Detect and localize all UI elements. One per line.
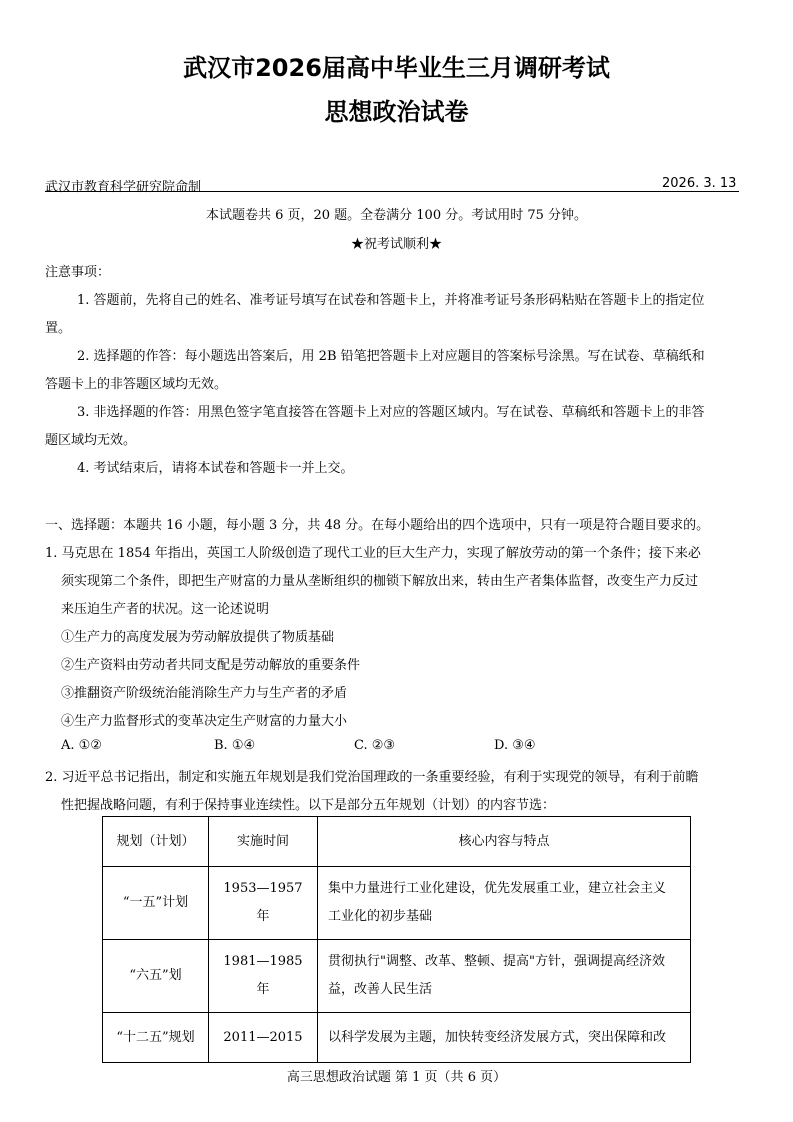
table-row bbox=[103, 940, 691, 1013]
good-luck-text: ★祝考试顺利★ bbox=[350, 237, 442, 252]
exam-summary: 本试题卷共 6 页，20 题。全卷满分 100 分。考试用时 75 分钟。 bbox=[205, 208, 588, 223]
plan-content-line: 贯彻执行"调整、改革、整顿、提高"方针，强调提高经济效 bbox=[328, 954, 665, 969]
five-year-plan-table bbox=[102, 816, 691, 1063]
plan-content-cell bbox=[318, 867, 691, 940]
note-item: 2. 选择题的作答：每小题选出答案后，用 2B 铅笔把答题卡上对应题目的答案标号涂黑。写在试卷、草稿纸和 bbox=[77, 349, 705, 364]
exam-date: 2026. 3. 13 bbox=[662, 176, 737, 191]
question-1-option-a[interactable]: A. ①② bbox=[61, 738, 102, 753]
plan-time-years: 1953—1957 bbox=[223, 881, 303, 896]
plan-content-cell bbox=[318, 940, 691, 1013]
table-header-cell: 核心内容与特点 bbox=[318, 817, 691, 867]
notes-title: 注意事项： bbox=[45, 265, 111, 280]
plan-name-cell: “一五”计划 bbox=[103, 867, 209, 940]
plan-time-unit: 年 bbox=[256, 909, 270, 924]
plan-content-line: 益，改善人民生活 bbox=[328, 982, 433, 997]
note-item: 3. 非选择题的作答：用黑色签字笔直接答在答题卡上对应的答题区域内。写在试卷、草稿纸和答题卡上的非答 bbox=[77, 405, 705, 420]
question-2-stem: 2. 习近平总书记指出，制定和实施五年规划是我们党治国理政的一条重要经验，有利于实现党的领导，有利于前瞻 bbox=[45, 770, 699, 785]
table-header-row bbox=[103, 817, 691, 867]
issuer: 武汉市教育科学研究院命制 bbox=[45, 180, 202, 195]
note-item-cont: 题区域均无效。 bbox=[45, 433, 137, 448]
table-row bbox=[103, 867, 691, 940]
question-2-stem-cont: 性把握战略问题，有利于保持事业连续性。以下是部分五年规划（计划）的内容节选： bbox=[61, 798, 556, 813]
plan-time-years: 2011—2015 bbox=[223, 1029, 303, 1045]
header-divider bbox=[45, 191, 739, 192]
question-1-stem: 1. 马克思在 1854 年指出，英国工人阶级创造了现代工业的巨大生产力，实现了解放劳动的第一个条件；接下来必 bbox=[45, 546, 701, 561]
question-1-statement: ②生产资料由劳动者共同支配是劳动解放的重要条件 bbox=[61, 658, 361, 673]
plan-time-cell bbox=[209, 940, 318, 1013]
note-item-cont: 答题卡上的非答题区域均无效。 bbox=[45, 377, 228, 392]
question-1-stem-cont: 来压迫生产者的状况。这一论述说明 bbox=[61, 602, 270, 617]
exam-subject-title: 思想政治试卷 bbox=[324, 98, 469, 126]
plan-content-line: 以科学发展为主题，加快转变经济发展方式，突出保障和改 bbox=[328, 1029, 667, 1045]
question-1-statement: ①生产力的高度发展为劳动解放提供了物质基础 bbox=[61, 630, 335, 645]
question-1-option-d[interactable]: D. ③④ bbox=[494, 738, 536, 753]
plan-content-line: 集中力量进行工业化建设，优先发展重工业，建立社会主义 bbox=[328, 881, 667, 896]
plan-content-cell bbox=[318, 1013, 691, 1063]
table-row bbox=[103, 1013, 691, 1063]
section-heading: 一、选择题：本题共 16 小题，每小题 3 分，共 48 分。在每小题给出的四个选项中，只有一项是符合题目要求的。 bbox=[45, 518, 710, 533]
plan-time-cell bbox=[209, 867, 318, 940]
table-header-cell: 实施时间 bbox=[209, 817, 318, 867]
note-item: 4. 考试结束后，请将本试卷和答题卡一并上交。 bbox=[77, 461, 354, 476]
page-footer: 高三思想政治试题 第 1 页（共 6 页） bbox=[286, 1070, 507, 1085]
plan-name-cell: “六五”划 bbox=[103, 940, 209, 1013]
question-1-statement: ④生产力监督形式的变革决定生产财富的力量大小 bbox=[61, 714, 348, 729]
question-1-stem-cont: 须实现第二个条件，即把生产财富的力量从垄断组织的枷锁下解放出来，转由生产者集体监督，改变生产力反过 bbox=[61, 574, 699, 589]
exam-title: 武汉市2026届高中毕业生三月调研考试 bbox=[183, 54, 610, 82]
question-1-option-c[interactable]: C. ②③ bbox=[354, 738, 396, 753]
note-item-cont: 置。 bbox=[45, 321, 72, 336]
question-1-statement: ③推翻资产阶级统治能消除生产力与生产者的矛盾 bbox=[61, 686, 348, 701]
plan-time-cell bbox=[209, 1013, 318, 1063]
table-header-cell: 规划（计划） bbox=[103, 817, 209, 867]
plan-name-cell: “十二五”规划 bbox=[103, 1013, 209, 1063]
note-item: 1. 答题前，先将自己的姓名、准考证号填写在试卷和答题卡上，并将准考证号条形码粘贴在答题卡上的指定位 bbox=[77, 293, 705, 308]
plan-time-unit: 年 bbox=[256, 982, 270, 997]
plan-content-line: 工业化的初步基础 bbox=[328, 909, 433, 924]
plan-time-years: 1981—1985 bbox=[223, 954, 303, 969]
question-1-option-b[interactable]: B. ①④ bbox=[214, 738, 256, 753]
